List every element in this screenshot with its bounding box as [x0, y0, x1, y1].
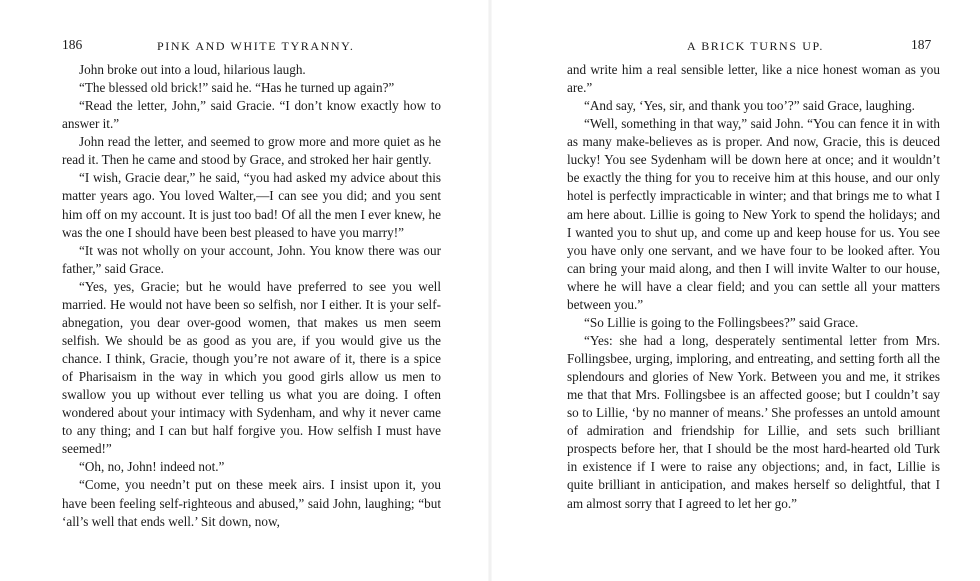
page-text — [62, 61, 441, 531]
paragraph: “The blessed old brick!” said he. “Has he turned up again?” — [79, 80, 395, 96]
paragraph-continuation: and write him a real sensible letter, like a nice honest woman as you are.” — [567, 62, 940, 96]
paragraph: “It was not wholly on your account, John. You know there was our father,” said Grace. — [62, 242, 441, 276]
right-page — [490, 0, 980, 581]
paragraph: “Oh, no, John! indeed not.” — [79, 459, 225, 475]
paragraph: “Yes, yes, Gracie; but he would have preferred to see you well married. He would not have been so selfish, nor I either. It is your self-abnegation, you dear over-good women, that makes us men seem selfish. We should be as good as you are, if you would give us the chance. I think, Gracie, though you’re not aware of it, there is a spice of Pharisaism in the way in which you good girls allow us men to swallow you up without ever telling us what you are doing. I often wondered about your intimacy with Sydenham, and why it never came to any thing; and I can but half forgive you. How selfish I must have seemed!” — [62, 278, 441, 457]
paragraph: “Yes: she had a long, desperately sentimental letter from Mrs. Follingsbee, urging, imploring, and entreating, and setting forth all the splendours and glories of New York. Between you and me, it strikes me that that Mrs. Follingsbee is an affected goose; but I couldn’t say so to Lillie, ‘by no manner of means.’ She professes an untold amount of admiration and friendship for Lillie, and sets such brilliant prospects before her, that I should be the most hard-hearted old Turk in existence if I were to raise any objections; and, in fact, Lillie is quite brilliant in anticipation, and makes herself so delightful, that I am almost sorry that I agreed to let her go.” — [567, 332, 940, 511]
paragraph: “I wish, Gracie dear,” he said, “you had asked my advice about this matter years ago. You loved Walter,—I can see you did; and you sent him off on my account. It is just too bad! Of all the men I ever knew, he was the one I should have been best pleased to have you marry!” — [62, 170, 441, 240]
running-head: A BRICK TURNS UP. — [687, 39, 825, 53]
paragraph: “Read the letter, John,” said Gracie. “I don’t know exactly how to answer it.” — [62, 98, 441, 132]
paragraph: “And say, ‘Yes, sir, and thank you too’?” said Grace, laughing. — [584, 98, 915, 114]
page-number: 186 — [62, 37, 83, 52]
page-text — [567, 61, 940, 513]
running-head: PINK AND WHITE TYRANNY. — [157, 39, 355, 53]
page-number: 187 — [911, 37, 932, 52]
paragraph: “Come, you needn’t put on these meek airs. I insist upon it, you have been feeling self-righteous and abused,” said John, laughing; “but ‘all’s well that ends well.’ Sit down, now, — [62, 477, 441, 529]
paragraph: “So Lillie is going to the Follingsbees?” said Grace. — [584, 314, 859, 330]
paragraph: John read the letter, and seemed to grow more and more quiet as he read it. Then he came and stood by Grace, and stroked her hair gently. — [62, 134, 441, 168]
paragraph: “Well, something in that way,” said John. “You can fence it in with as many make-believes as is proper. And now, Gracie, this is deuced lucky! You see Sydenham will be down here at once; and it wouldn’t be exactly the thing for you to receive him at this house, and our only hotel is perfectly impracticable in winter; and that brings me to what I am here about. Lillie is going to New York to spend the holidays; and I wanted you to shut up, and come up and keep house for us. You see you have only one servant, and we have four to be looked after. You can bring your maid along, and then I will invite Walter to our house, where he will have a clear field; and you can settle all your matters between you.” — [567, 116, 940, 312]
paragraph: John broke out into a loud, hilarious laugh. — [79, 62, 306, 77]
